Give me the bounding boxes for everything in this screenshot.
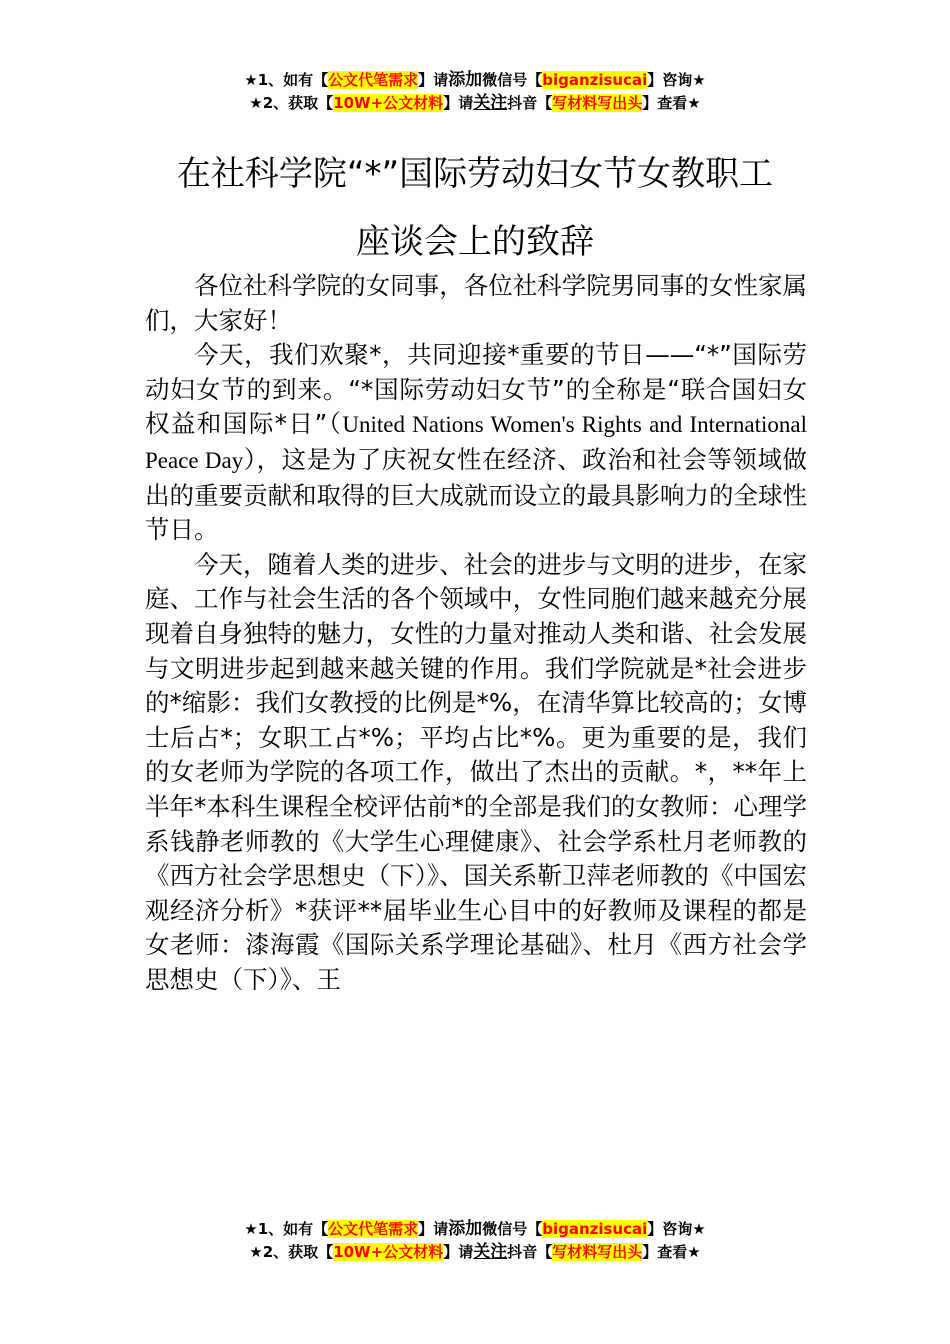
footer-banner [0,1218,950,1264]
title-line-1: 在社科学院“*”国际劳动妇女节女教职工 [176,154,774,194]
paragraph-intro: 今天，我们欢聚*，共同迎接*重要的节日——“*”国际劳动妇女节的到来。“*国际劳动妇女节”的全称是“联合国妇女权益和国际*日”（United Nations Women's Rights and International Peace Day），这是为了庆祝女性在经济、政治和社会等领域做出的重要贡献和取得的巨大成就而设立的最具影响力的全球性节日。 [145,340,808,545]
wechat-id-highlight: biganzisucai [542,71,648,89]
header-banner [0,69,950,115]
header-banner-line-1: ★1、如有【公文代笔需求】请添加微信号【biganzisucai】咨询★ [244,70,706,90]
douyin-id-highlight: 写材料写出头 [552,1243,643,1261]
paragraph-greeting: 各位社科学院的女同事，各位社科学院男同事的女性家属们，大家好！ [145,271,807,335]
service-highlight: 公文代笔需求 [328,1220,419,1238]
paragraph-achievements: 今天，随着人类的进步、社会的进步与文明的进步，在家庭、工作与社会生活的各个领域中，女性同胞们越来越充分展现着自身独特的魅力，女性的力量对推动人类和谐、社会发展与文明进步起到越来越关键的作用。我们学院就是*社会进步的*缩影：我们女教授的比例是*%，在清华算比较高的；女博士后占*；女职工占*%；平均占比*%。更为重要的是，我们的女老师为学院的各项工作，做出了杰出的贡献。*，**年上半年*本科生课程全校评估前*的全部是我们的女教师：心理学系钱静老师教的《大学生心理健康》、社会学系杜月老师教的《西方社会学思想史（下）》、国关系靳卫萍老师教的《中国宏观经济分析》*获评**届毕业生心目中的好教师及课程的都是女老师：漆海霞《国际关系学理论基础》、杜月《西方社会学思想史（下）》、王 [145,549,807,994]
douyin-id-highlight: 写材料写出头 [552,94,643,112]
wechat-id-highlight: biganzisucai [542,1220,648,1238]
document-body [145,269,807,997]
footer-banner-line-1: ★1、如有【公文代笔需求】请添加微信号【biganzisucai】咨询★ [244,1219,706,1239]
title-line-2: 座谈会上的致辞 [356,222,594,262]
document-title [140,140,810,276]
service-highlight: 公文代笔需求 [328,71,419,89]
footer-banner-line-2: ★2、获取【10W+公文材料】请关注抖音【写材料写出头】查看★ [249,1242,701,1262]
materials-highlight: 10W+公文材料 [333,1243,444,1261]
materials-highlight: 10W+公文材料 [333,94,444,112]
english-holiday-name: United Nations Women's Rights and International Peace Day [145,412,807,473]
header-banner-line-2: ★2、获取【10W+公文材料】请关注抖音【写材料写出头】查看★ [249,93,701,113]
